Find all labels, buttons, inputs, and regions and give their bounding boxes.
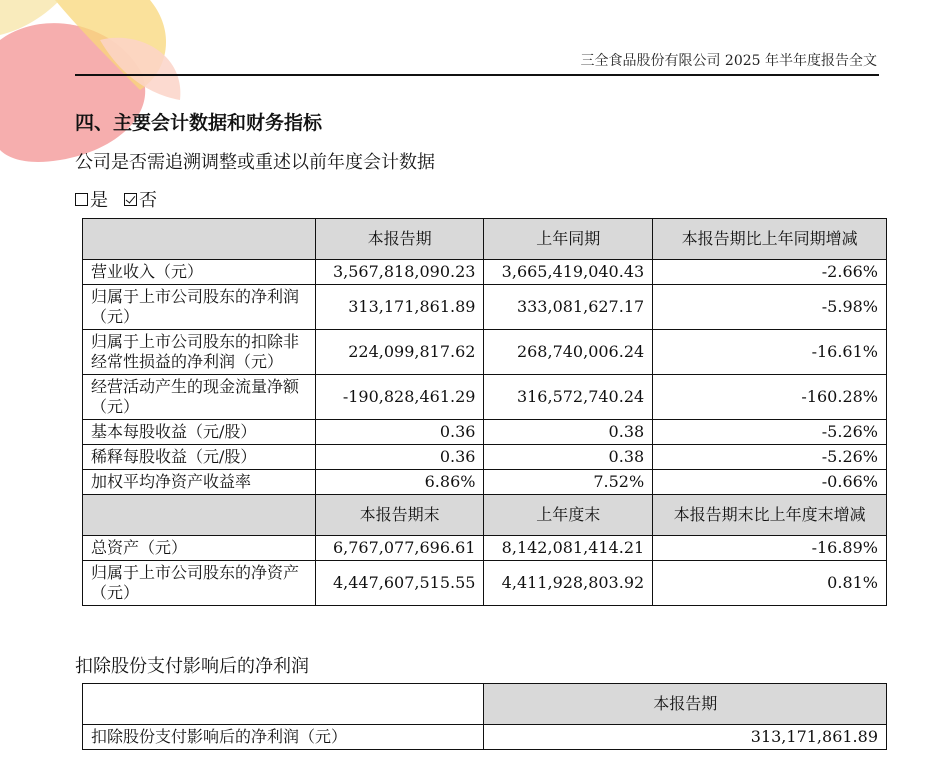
row-prior: 316,572,740.24 <box>484 375 653 420</box>
row-prior: 0.38 <box>484 420 653 445</box>
row-current: 3,567,818,090.23 <box>315 260 484 285</box>
row-label: 归属于上市公司股东的净资产（元） <box>83 561 316 606</box>
row-prior: 268,740,006.24 <box>484 330 653 375</box>
row-label: 营业收入（元） <box>83 260 316 285</box>
header-change: 本报告期比上年同期增减 <box>653 219 887 260</box>
header-prior: 上年同期 <box>484 219 653 260</box>
option-yes-label: 是 <box>90 190 108 211</box>
table-row <box>83 470 887 495</box>
checkbox-no[interactable] <box>124 193 137 206</box>
checkbox-yes[interactable] <box>75 193 88 206</box>
row-change: -5.98% <box>653 285 887 330</box>
header-prior-year-end: 上年度末 <box>484 495 653 536</box>
table-row <box>83 561 887 606</box>
row-change: -16.89% <box>653 536 887 561</box>
header-period-end: 本报告期末 <box>315 495 484 536</box>
option-no[interactable] <box>124 186 157 212</box>
row-change: -5.26% <box>653 420 887 445</box>
header-blank <box>83 219 316 260</box>
share-payment-table <box>82 683 887 750</box>
row-prior: 0.38 <box>484 445 653 470</box>
restatement-options <box>75 186 167 212</box>
row-current: 0.36 <box>315 445 484 470</box>
row-value: 313,171,861.89 <box>484 725 887 750</box>
table-header-row-2 <box>83 495 887 536</box>
row-current: 224,099,817.62 <box>315 330 484 375</box>
header-change-end: 本报告期末比上年度末增减 <box>653 495 887 536</box>
table-header-row <box>83 219 887 260</box>
table-row <box>83 445 887 470</box>
row-change: -0.66% <box>653 470 887 495</box>
document-header: 三全食品股份有限公司 2025 年半年度报告全文 <box>580 53 877 69</box>
table-row <box>83 330 887 375</box>
option-yes[interactable] <box>75 186 108 212</box>
table-row <box>83 536 887 561</box>
table-row <box>83 285 887 330</box>
row-current: 6,767,077,696.61 <box>315 536 484 561</box>
row-label: 扣除股份支付影响后的净利润（元） <box>83 725 484 750</box>
table-header-row <box>83 684 887 725</box>
row-prior: 333,081,627.17 <box>484 285 653 330</box>
row-change: 0.81% <box>653 561 887 606</box>
row-change: -160.28% <box>653 375 887 420</box>
restatement-question: 公司是否需追溯调整或重述以前年度会计数据 <box>75 152 435 173</box>
header-blank <box>83 495 316 536</box>
row-label: 归属于上市公司股东的净利润（元） <box>83 285 316 330</box>
table-row <box>83 725 887 750</box>
row-current: 313,171,861.89 <box>315 285 484 330</box>
header-current: 本报告期 <box>315 219 484 260</box>
table-row <box>83 375 887 420</box>
row-current: 4,447,607,515.55 <box>315 561 484 606</box>
row-current: 0.36 <box>315 420 484 445</box>
header-current: 本报告期 <box>484 684 887 725</box>
row-prior: 8,142,081,414.21 <box>484 536 653 561</box>
section-title: 四、主要会计数据和财务指标 <box>75 112 323 134</box>
row-label: 基本每股收益（元/股） <box>83 420 316 445</box>
header-blank <box>83 684 484 725</box>
row-current: -190,828,461.29 <box>315 375 484 420</box>
share-payment-title: 扣除股份支付影响后的净利润 <box>75 656 309 677</box>
table-row <box>83 260 887 285</box>
row-change: -5.26% <box>653 445 887 470</box>
header-divider <box>75 74 879 76</box>
row-label: 稀释每股收益（元/股） <box>83 445 316 470</box>
row-prior: 7.52% <box>484 470 653 495</box>
row-change: -2.66% <box>653 260 887 285</box>
row-change: -16.61% <box>653 330 887 375</box>
row-label: 加权平均净资产收益率 <box>83 470 316 495</box>
row-prior: 3,665,419,040.43 <box>484 260 653 285</box>
row-current: 6.86% <box>315 470 484 495</box>
financial-data-table <box>82 218 887 606</box>
option-no-label: 否 <box>139 190 157 211</box>
row-prior: 4,411,928,803.92 <box>484 561 653 606</box>
row-label: 经营活动产生的现金流量净额（元） <box>83 375 316 420</box>
row-label: 归属于上市公司股东的扣除非经常性损益的净利润（元） <box>83 330 316 375</box>
row-label: 总资产（元） <box>83 536 316 561</box>
table-row <box>83 420 887 445</box>
